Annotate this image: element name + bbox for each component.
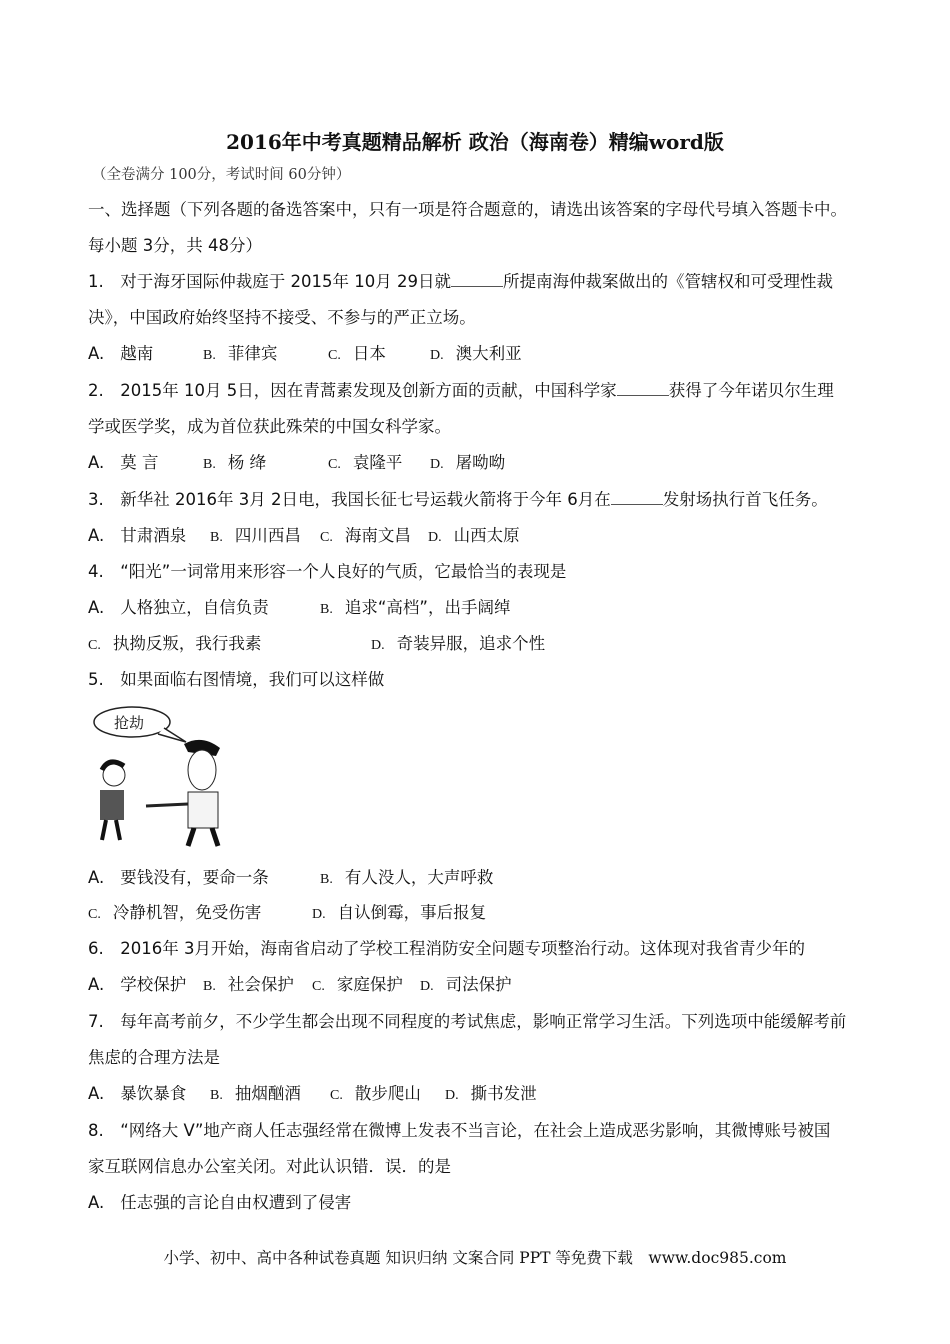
speech-bubble-text: 抢劫 (114, 714, 145, 732)
option: C. 日本 (328, 344, 386, 363)
q7-line2: 焦虑的合理方法是 (88, 1048, 220, 1067)
option: D. 自认倒霉，事后报复 (312, 903, 487, 922)
option: B. 追求“高档”，出手阔绰 (320, 598, 511, 617)
option: B. 四川西昌 (210, 526, 301, 545)
question-8: 8. “网络大 V”地产商人任志强经常在微博上发表不当言论，在社会上造成恶劣影响，其微博账号被国 (88, 1121, 831, 1140)
option: D. 司法保护 (420, 975, 512, 994)
option: D. 澳大利亚 (430, 344, 522, 363)
blank (611, 490, 663, 505)
blank (451, 272, 503, 287)
question-6: 6. 2016年 3月开始，海南省启动了学校工程消防安全问题专项整治行动。这体现对我省青少年的 (88, 939, 805, 958)
q8-line2: 家互联网信息办公室关闭。对此认识错．误．的是 (88, 1157, 451, 1176)
option: D. 奇装异服，追求个性 (371, 634, 546, 653)
option: D. 撕书发泄 (445, 1084, 537, 1103)
option: A. 要钱没有，要命一条 (88, 868, 269, 887)
option: A. 甘肃酒泉 (88, 526, 187, 545)
option: B. 抽烟酗酒 (210, 1084, 301, 1103)
option: C. 袁隆平 (328, 453, 403, 472)
option: C. 海南文昌 (320, 526, 411, 545)
option: A. 任志强的言论自由权遭到了侵害 (88, 1193, 352, 1212)
option: B. 社会保护 (203, 975, 294, 994)
option: C. 家庭保护 (312, 975, 403, 994)
section-heading-cont: 每小题 3分，共 48分） (88, 236, 262, 255)
q2-line2: 学或医学奖，成为首位获此殊荣的中国女科学家。 (88, 417, 451, 436)
section-heading: 一、选择题（下列各题的备选答案中，只有一项是符合题意的，请选出该答案的字母代号填入答题卡中。 (88, 200, 847, 219)
question-5: 5. 如果面临右图情境，我们可以这样做 (88, 670, 385, 689)
question-4: 4. “阳光”一词常用来形容一个人良好的气质，它最恰当的表现是 (88, 562, 567, 581)
option: B. 有人没人，大声呼救 (320, 868, 494, 887)
q1-text-cont: 所提南海仲裁案做出的《管辖权和可受理性裁 (502, 272, 833, 291)
blank (617, 381, 669, 396)
option: C. 冷静机智，免受伤害 (88, 903, 262, 922)
question-1 (88, 272, 833, 292)
page-footer: 小学、初中、高中各种试卷真题 知识归纳 文案合同 PPT 等免费下载 www.doc985.com (163, 1249, 787, 1267)
option: B. 菲律宾 (203, 344, 278, 363)
option: A. 暴饮暴食 (88, 1084, 187, 1103)
question-2: 2. 2015年 10月 5日，因在青蒿素发现及创新方面的贡献，中国科学家 获得了今年诺贝尔生理 (88, 381, 834, 400)
option: D. 山西太原 (428, 526, 520, 545)
option: C. 散步爬山 (330, 1084, 421, 1103)
option: A. 莫 言 (88, 453, 159, 472)
option: D. 屠呦呦 (430, 453, 506, 472)
exam-info: （全卷满分 100分，考试时间 60分钟） (92, 167, 351, 183)
question-3: 3. 新华社 2016年 3月 2日电，我国长征七号运载火箭将于今年 6月在 发射场执行首飞任务。 (88, 490, 828, 509)
robbery-cartoon-image (84, 700, 234, 848)
option: A. 越南 (88, 344, 154, 363)
question-7: 7. 每年高考前夕，不少学生都会出现不同程度的考试焦虑，影响正常学习生活。下列选项中能缓解考前 (88, 1012, 847, 1031)
option: C. 执拗反叛，我行我素 (88, 634, 262, 653)
option: A. 人格独立，自信负责 (88, 598, 269, 617)
q1-line2: 决》，中国政府始终坚持不接受、不参与的严正立场。 (88, 308, 476, 327)
document-title: 2016年中考真题精品解析 政治（海南卷）精编word版 (226, 130, 724, 154)
option: A. 学校保护 (88, 975, 187, 994)
option: B. 杨 绛 (203, 453, 267, 472)
q1-text: 1. 对于海牙国际仲裁庭于 2015年 10月 29日就 (88, 272, 451, 291)
